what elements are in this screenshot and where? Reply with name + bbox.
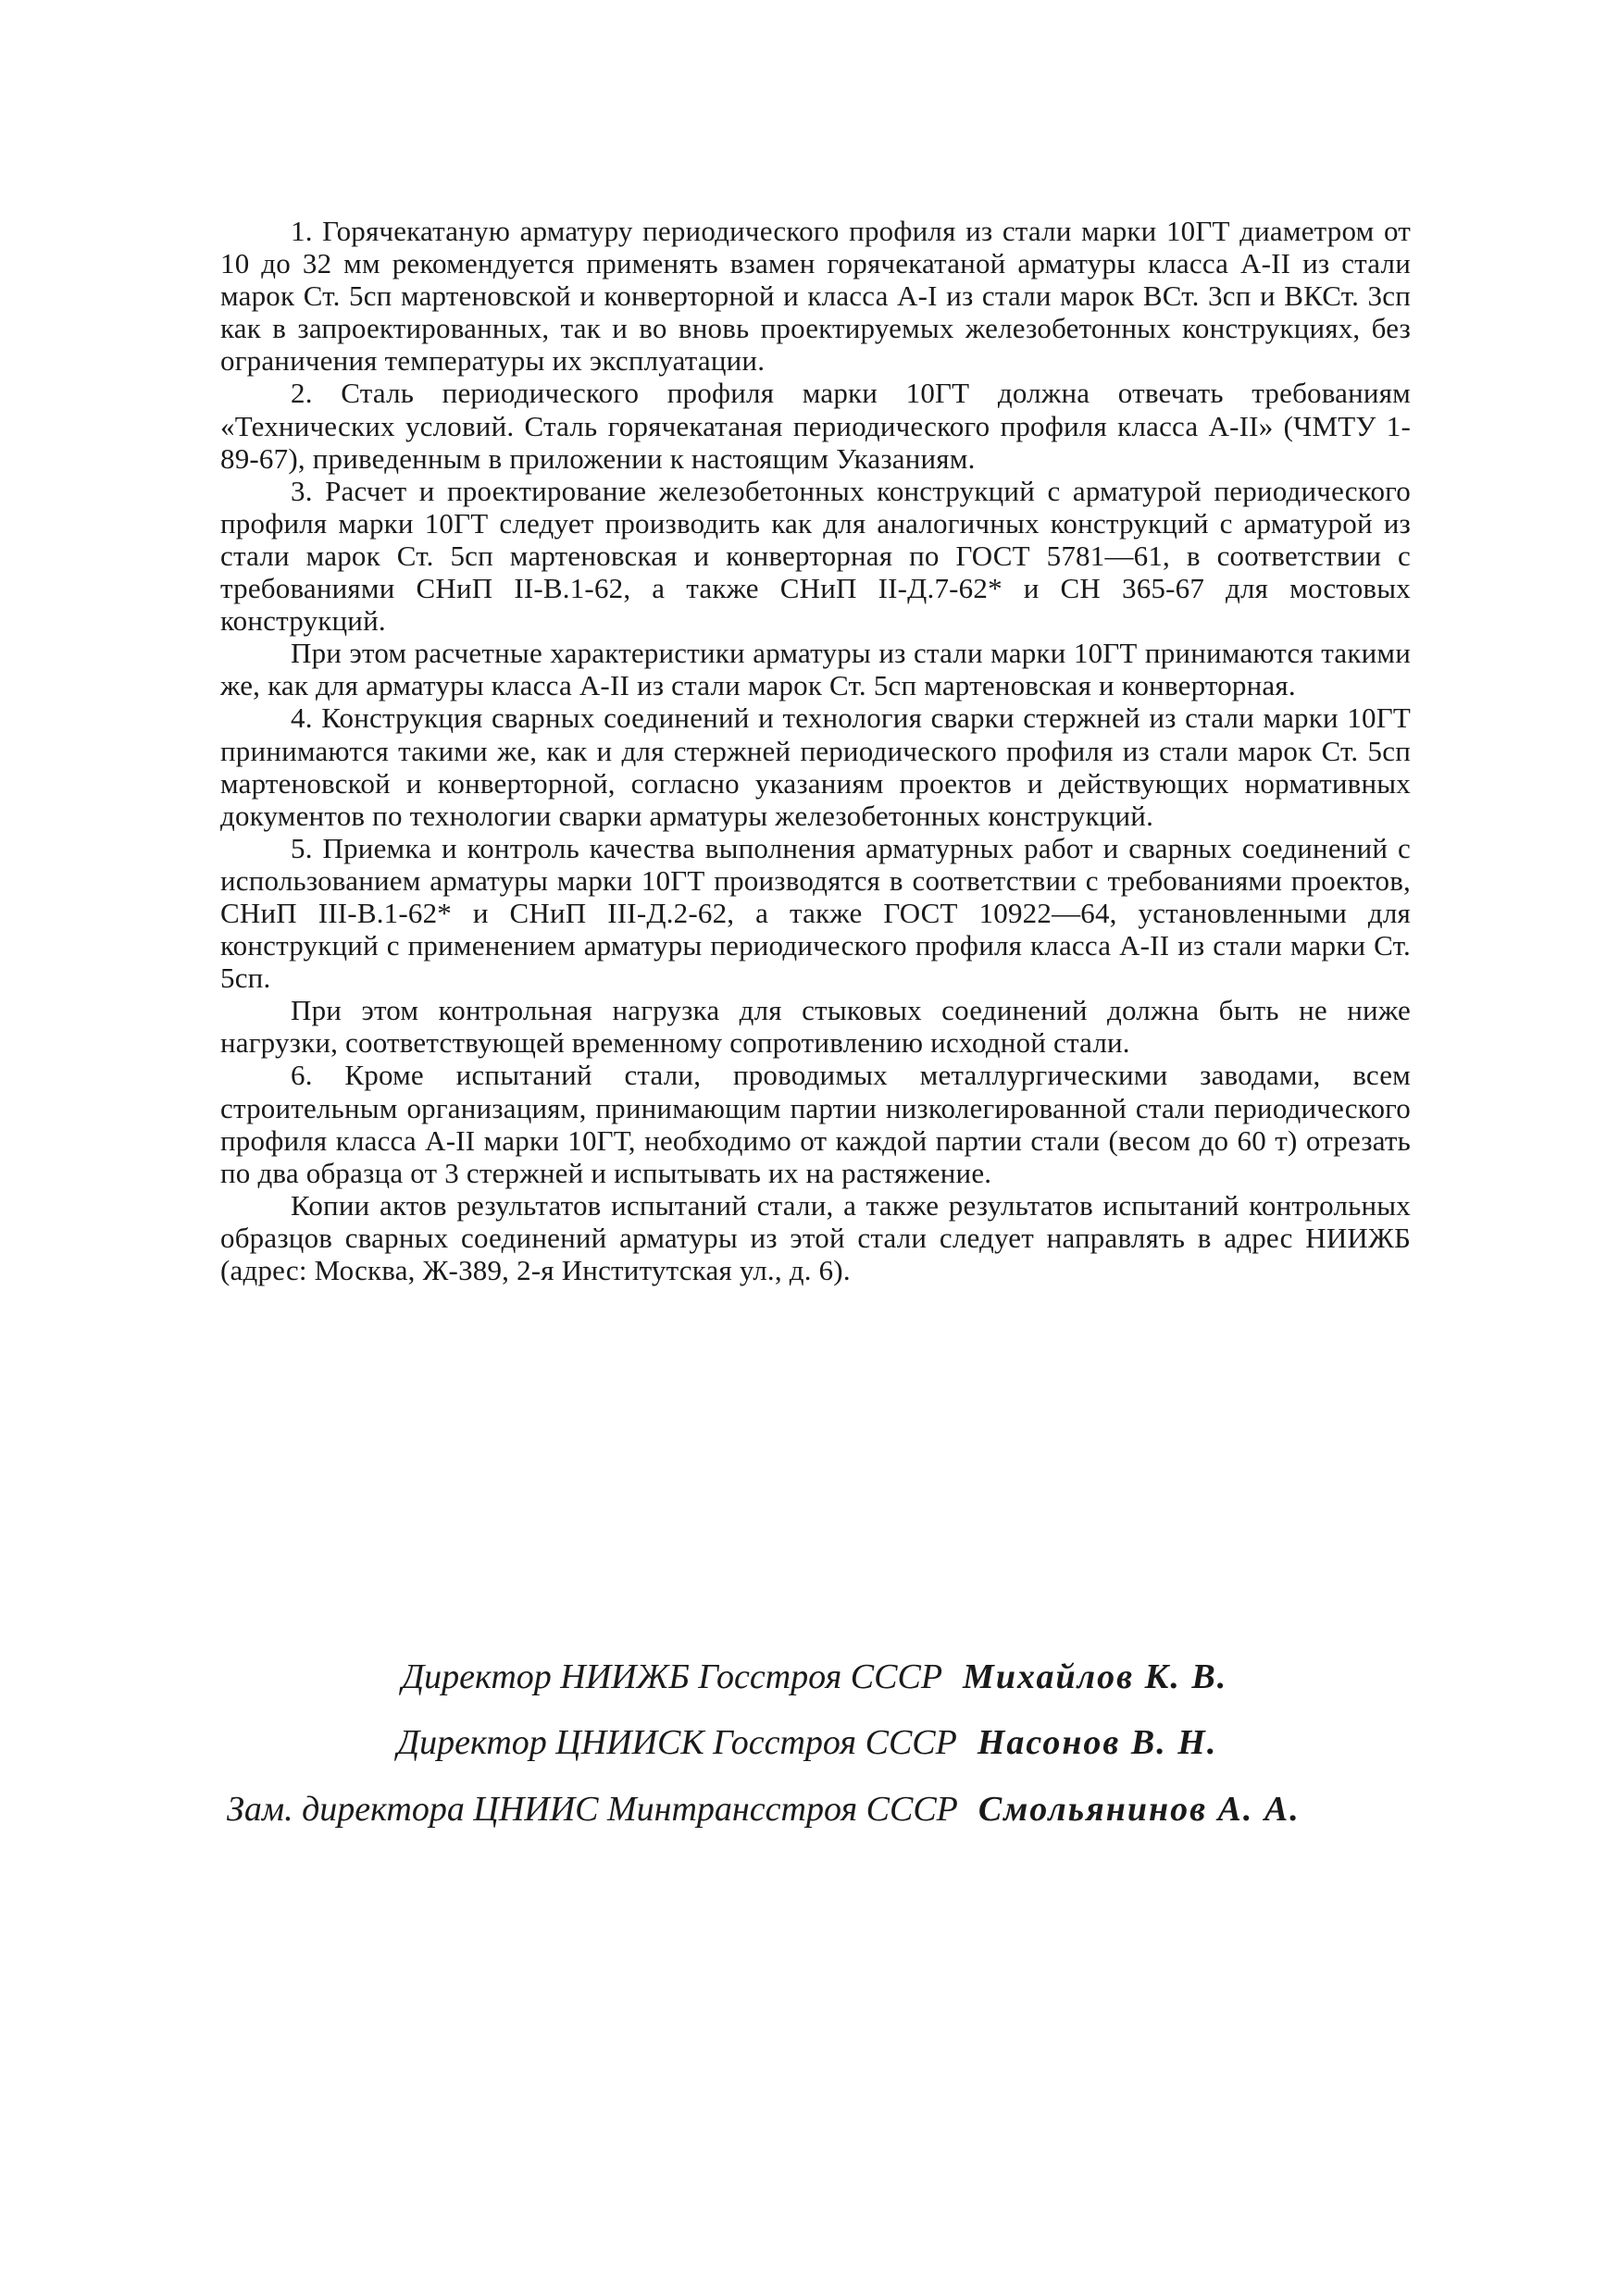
paragraph-6: 6. Кроме испытаний стали, проводимых металлургическими заводами, всем строительным организациям, принимающим партии низколегированной стали периодического профиля класса А-II марки 10ГТ, необходимо от каждой партии стали (весом до 60 т) отрезать по два образца от 3 стержней и испытывать их на растяжение. xyxy=(220,1059,1411,1189)
paragraph-5: 5. Приемка и контроль качества выполнения арматурных работ и сварных соединений с использованием арматуры марки 10ГТ производятся в соответствии с требованиями проектов, СНиП III-В.1-62* и СНиП III-Д.2-62, а также ГОСТ 10922—64, установленными для конструкций с применением арматуры периодического профиля класса А-II из стали марки Ст. 5сп. xyxy=(220,831,1411,995)
paragraph-6-note: Копии актов результатов испытаний стали, а также результатов испытаний контрольных образцов сварных соединений арматуры из этой стали следует направлять в адрес НИИЖБ (адрес: Москва, Ж-389, 2-я Институтская ул., д. 6). xyxy=(220,1188,1411,1286)
paragraph-2: 2. Сталь периодического профиля марки 10ГТ должна отвечать требованиям «Технических условий. Сталь горячекатаная периодического профиля класса А-II» (ЧМТУ 1-89-67), приведенным в приложении к настоящим Указаниям. xyxy=(220,377,1411,475)
paragraph-5-note: При этом контрольная нагрузка для стыковых соединений должна быть не ниже нагрузки, соответствующей временному сопротивлению исходной стали. xyxy=(220,994,1411,1060)
signature-line xyxy=(402,1657,1227,1697)
signatory-title: Зам. директора ЦНИИС Минтрансстроя СССР xyxy=(227,1790,958,1829)
signature-line xyxy=(227,1789,1301,1830)
paragraph-1: 1. Горячекатаную арматуру периодического профиля из стали марки 10ГТ диаметром от 10 до 32 мм рекомендуется применять взамен горячекатаной арматуры класса А-II из стали марок Ст. 5сп мартеновской и конверторной и класса А-I из стали марок ВСт. 3сп и ВКСт. 3сп как в запроектированных, так и во вновь проектируемых железобетонных конструкциях, без ограничения температуры их эксплуатации. xyxy=(220,215,1411,378)
signatory-title: Директор НИИЖБ Госстроя СССР xyxy=(402,1657,943,1696)
signatory-title: Директор ЦНИИСК Госстроя СССР xyxy=(397,1723,957,1762)
paragraph-3-note: При этом расчетные характеристики арматуры из стали марки 10ГТ принимаются такими же, как для арматуры класса А-II из стали марок Ст. 5сп мартеновская и конверторная. xyxy=(220,637,1411,702)
signatory-name: Насонов В. Н. xyxy=(977,1723,1218,1762)
signature-line xyxy=(397,1722,1217,1763)
paragraph-4: 4. Конструкция сварных соединений и технология сварки стержней из стали марки 10ГТ принимаются такими же, как и для стержней периодического профиля из стали марок Ст. 5сп мартеновской и конверторной, согласно указаниям проектов и действующих нормативных документов по технологии сварки арматуры железобетонных конструкций. xyxy=(220,701,1411,832)
signatory-name: Смольянинов А. А. xyxy=(978,1790,1301,1829)
document-body xyxy=(220,215,1411,1286)
signatory-name: Михайлов К. В. xyxy=(963,1657,1228,1696)
paragraph-3: 3. Расчет и проектирование железобетонных конструкций с арматурой периодического профиля марки 10ГТ следует производить как для аналогичных конструкций с арматурой из стали марок Ст. 5сп мартеновская и конверторная по ГОСТ 5781—61, в соответствии с требованиями СНиП II-В.1-62, а также СНиП II-Д.7-62* и СН 365-67 для мостовых конструкций. xyxy=(220,474,1411,638)
